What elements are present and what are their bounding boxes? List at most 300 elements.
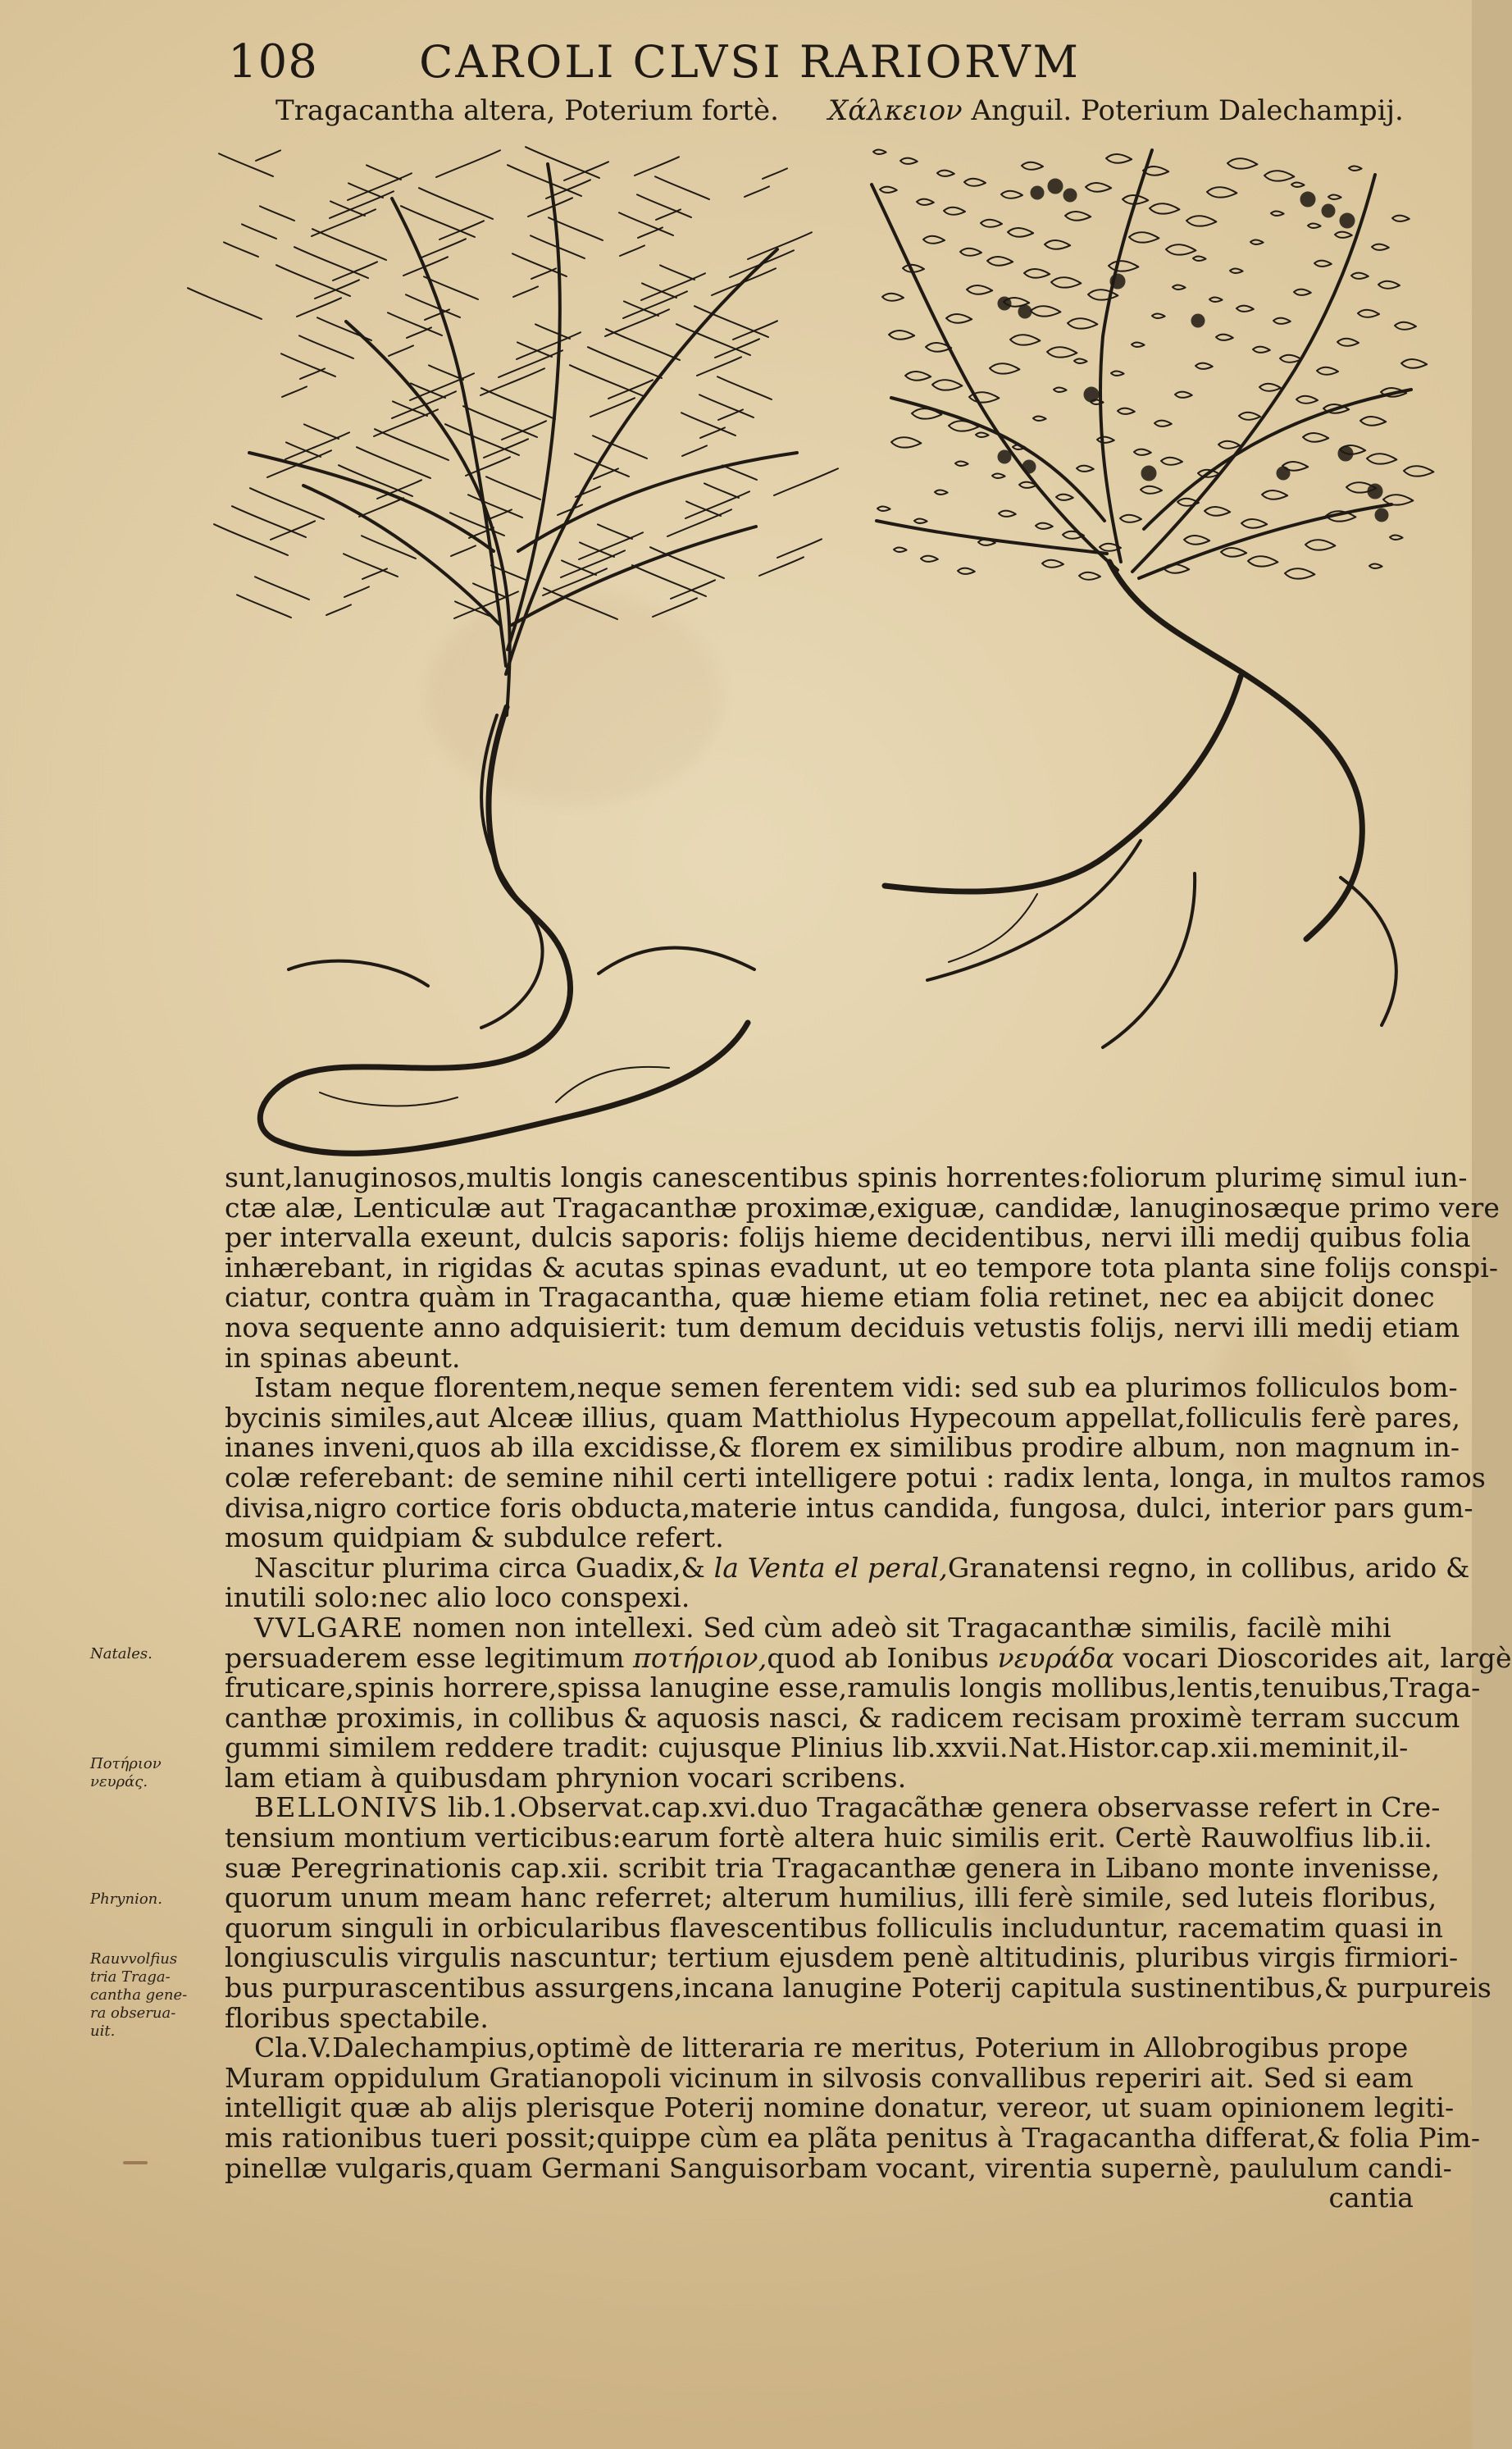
- left-spine: [513, 286, 538, 297]
- right-leaflet: [1280, 355, 1301, 363]
- paragraph-5: [225, 1791, 1492, 2034]
- main-text: [225, 1161, 1512, 2214]
- right-root-branch: [1341, 878, 1396, 1025]
- left-spine: [697, 357, 741, 376]
- right-leaflet: [944, 208, 965, 215]
- right-berry-17: [1277, 467, 1289, 479]
- left-spine: [655, 176, 709, 199]
- text-fragment-smallcaps: VVLGARE: [254, 1611, 404, 1644]
- text-line: pinellæ vulgaris,quam Germani Sanguisorbam vocant, virentia supernè, paululum candi-: [225, 2151, 1452, 2184]
- right-leaflet: [987, 257, 1013, 266]
- right-leaflet: [999, 511, 1016, 517]
- text-fragment-italic: la Venta el peral,: [705, 1551, 948, 1584]
- right-leaflet: [900, 158, 918, 164]
- right-leaflet: [981, 220, 1002, 227]
- left-spine: [317, 317, 371, 340]
- left-spine: [508, 165, 581, 196]
- right-berry-5: [1341, 214, 1354, 227]
- right-berry-3: [1301, 193, 1314, 206]
- right-root-main: [1109, 562, 1362, 939]
- text-fragment: nomen non intellexi. Sed cùm adeò sit Tragacanthæ similis, facilè mihi: [403, 1611, 1391, 1644]
- left-stem-4: [303, 486, 500, 625]
- left-spine: [439, 221, 484, 239]
- left-spine: [715, 339, 759, 358]
- left-spine: [357, 447, 430, 478]
- right-leaflet: [891, 437, 921, 447]
- right-leaflet: [1022, 162, 1043, 170]
- right-leaflet: [1111, 372, 1124, 376]
- text-line: divisa,nigro cortice foris obducta,materie intus candida, fungosa, dulci, interior pars gum-: [225, 1491, 1473, 1524]
- text-line: suæ Peregrinationis cap.xii. scribit tria Tragacanthæ genera in Libano monte invenisse,: [225, 1851, 1441, 1884]
- right-leaflet: [1360, 417, 1386, 426]
- right-leaflet: [917, 199, 934, 205]
- left-spine: [250, 488, 324, 519]
- left-plant-root: [260, 707, 754, 1153]
- text-line: [225, 1551, 1470, 1584]
- left-spine: [237, 595, 291, 618]
- right-leaflet: [1221, 548, 1246, 557]
- right-root-branch: [927, 841, 1141, 980]
- left-spine: [637, 194, 691, 217]
- right-leaflet: [1264, 171, 1294, 180]
- text-line: canthæ proximis, in collibus & aquosis nasci, & radicem recisam proximè terram succum: [225, 1701, 1460, 1734]
- text-line: bus purpurascentibus assurgens,incana lanugine Poterij capitula sustinentibus,& purpureis: [225, 1972, 1492, 2004]
- left-spine: [389, 345, 413, 356]
- right-leaflet: [1175, 392, 1192, 398]
- right-leaflet: [1285, 568, 1314, 578]
- right-berry-7: [1019, 306, 1031, 317]
- right-caption-text: Anguil. Poterium Dalechampij.: [962, 94, 1404, 127]
- right-leaflet: [1404, 466, 1433, 476]
- right-leaflet: [1230, 269, 1243, 273]
- left-spine: [562, 560, 596, 575]
- right-leaflet: [1248, 556, 1277, 566]
- left-spine: [224, 242, 258, 257]
- left-spine: [733, 321, 777, 340]
- right-berry-9: [1192, 315, 1204, 326]
- left-spine: [481, 388, 555, 419]
- right-leaflet: [1068, 318, 1097, 328]
- text-line: tensium montium verticibus:earum fortè altera huic similis erit. Certè Rauwolfius lib.ii.: [225, 1822, 1432, 1854]
- left-spine: [463, 406, 537, 437]
- text-line: ctæ alæ, Lenticulæ aut Tragacanthæ proximæ,exiguæ, candidæ, lanuginosæque primo vere: [225, 1191, 1501, 1224]
- right-leaflet: [1337, 339, 1359, 346]
- text-line: Cla.V.Dalechampius,optimè de litteraria re meritus, Poterium in Allobrogibus prope: [254, 2032, 1409, 2064]
- left-spine: [722, 465, 757, 480]
- text-line: lam etiam à quibusdam phrynion vocari scribens.: [225, 1761, 907, 1794]
- left-spine: [480, 368, 544, 395]
- text-fragment: persuaderem esse legitimum: [225, 1641, 625, 1674]
- right-leaflet: [1047, 347, 1077, 357]
- right-leaflet: [1250, 240, 1264, 244]
- right-leaflet: [937, 171, 954, 176]
- right-leaflet: [1193, 257, 1206, 261]
- text-fragment-greek: ποτήριον,: [624, 1641, 767, 1674]
- left-spine: [499, 350, 562, 377]
- right-leaflet: [1294, 290, 1311, 295]
- right-leaflet: [1118, 408, 1135, 414]
- left-root-branch: [289, 961, 428, 986]
- right-leaflet: [964, 179, 986, 186]
- text-line: cantia: [1328, 2182, 1414, 2214]
- text-line: Muram oppidulum Gratianopoli vicinum in silvosis convallibus reperiri ait. Sed si eam: [225, 2061, 1414, 2094]
- left-stem-6: [249, 453, 494, 551]
- left-spine: [580, 542, 614, 557]
- right-leaflet: [976, 433, 989, 437]
- left-spine: [333, 262, 377, 280]
- text-line: intelligit quæ ab alijs plerisque Poterij nomine donatur, vereor, ut suam opinionem legiti-: [225, 2091, 1455, 2124]
- left-spine: [315, 280, 359, 299]
- right-leaflet: [1241, 519, 1267, 528]
- right-leaflet: [992, 474, 1005, 478]
- left-spine: [232, 506, 306, 537]
- right-leaflet: [1372, 244, 1389, 250]
- right-root-branch: [1103, 873, 1195, 1047]
- left-plant-branches: [188, 147, 838, 715]
- left-spine: [214, 524, 288, 555]
- left-spine: [367, 165, 401, 180]
- right-leaflet: [1150, 203, 1179, 213]
- left-spine: [564, 162, 608, 180]
- left-spine: [699, 394, 754, 417]
- paragraph-2: [225, 1371, 1486, 1554]
- right-leaflet: [1236, 306, 1254, 312]
- paragraph-6: [225, 2032, 1481, 2214]
- left-spine: [763, 168, 787, 179]
- right-leaflet: [1086, 183, 1111, 192]
- right-leaflet: [1161, 458, 1182, 465]
- left-spine: [777, 539, 822, 558]
- right-leaflet: [1218, 441, 1240, 449]
- right-leaflet: [1273, 318, 1291, 324]
- margin-note-natales: Natales.: [90, 1645, 153, 1662]
- left-spine: [502, 421, 546, 440]
- text-line: floribus spectabile.: [225, 2001, 490, 2034]
- left-plant-illustration: [223, 141, 810, 1169]
- right-berry-13: [1085, 388, 1098, 401]
- text-fragment: quod ab Ionibus: [767, 1641, 989, 1674]
- right-leaflet: [1303, 433, 1328, 442]
- right-stem-2: [1132, 175, 1375, 572]
- right-leaflet: [1395, 322, 1416, 330]
- left-spine: [682, 445, 707, 456]
- right-berry-10: [1339, 447, 1352, 460]
- left-spine: [671, 580, 715, 599]
- left-root-main: [260, 707, 748, 1153]
- left-spine: [375, 429, 449, 460]
- left-spine: [717, 376, 772, 399]
- right-leaflet: [960, 249, 981, 256]
- right-leaflet: [1227, 158, 1257, 168]
- right-leaflet: [1013, 445, 1026, 449]
- right-leaflet: [1054, 388, 1067, 392]
- right-berry-2: [1064, 189, 1076, 201]
- right-leaflet: [958, 568, 975, 574]
- left-root-branch: [599, 948, 754, 974]
- right-berry-4: [1323, 205, 1334, 217]
- left-stem-2: [392, 198, 506, 666]
- right-berry-6: [999, 298, 1010, 309]
- left-spine: [473, 583, 508, 598]
- left-spine: [362, 536, 416, 559]
- running-head: [228, 35, 1433, 89]
- text-line: ciatur, contra quàm in Tragacantha, quæ hieme etiam folia retinet, nec ea abijcit donec: [225, 1281, 1435, 1314]
- text-line: [225, 1791, 1441, 1824]
- right-leaflet: [1129, 232, 1159, 242]
- right-leaflet: [1079, 572, 1100, 580]
- right-leaflet: [1216, 335, 1233, 340]
- left-spine: [260, 206, 294, 221]
- right-leaflet: [955, 462, 968, 466]
- right-leaflet: [1065, 212, 1091, 221]
- right-leaflet: [1154, 421, 1172, 426]
- right-leaflet: [1378, 281, 1400, 289]
- right-leaflet: [1335, 232, 1352, 238]
- right-leaflet: [990, 363, 1019, 373]
- right-leaflet: [967, 285, 992, 294]
- text-fragment: Granatensi regno, in collibus, arido &: [947, 1551, 1470, 1584]
- right-leaflet: [1392, 216, 1410, 221]
- right-leaflet: [1209, 298, 1223, 302]
- left-spine: [642, 283, 676, 298]
- margin-mark: [123, 2161, 148, 2164]
- right-stem-1: [1100, 150, 1152, 562]
- right-leaflet: [1253, 347, 1270, 353]
- left-spine: [605, 309, 669, 336]
- right-leaflet: [1390, 536, 1403, 540]
- right-leaflet: [889, 331, 914, 340]
- right-leaflet: [1074, 359, 1087, 363]
- left-spine: [374, 409, 438, 436]
- right-leaflet: [877, 507, 890, 511]
- left-spine: [526, 147, 599, 178]
- left-spine: [348, 183, 383, 198]
- left-spine: [256, 150, 280, 161]
- text-line: sunt,lanuginosos,multis longis canescentibus spinis horrentes:foliorum plurimę simul iun-: [225, 1161, 1468, 1193]
- left-spine: [635, 157, 679, 176]
- left-spine: [660, 265, 695, 280]
- left-spine: [286, 442, 321, 457]
- text-fragment: Nascitur plurima circa Guadix,&: [254, 1551, 706, 1584]
- left-spine: [377, 480, 421, 499]
- left-spine: [393, 401, 427, 416]
- right-berry-11: [1369, 485, 1382, 498]
- right-leaflet: [914, 519, 927, 523]
- right-leaflet: [1367, 454, 1396, 463]
- right-leaflet: [1097, 437, 1114, 443]
- left-spine: [468, 495, 522, 518]
- right-leaflet: [905, 372, 931, 381]
- left-root-hair: [556, 1067, 669, 1102]
- right-leaflet: [1024, 269, 1050, 278]
- right-leaflet: [1195, 363, 1213, 369]
- right-leaflet: [882, 294, 904, 301]
- left-spine: [401, 206, 475, 237]
- text-line: [225, 1641, 1512, 1674]
- right-stem-0: [872, 185, 1118, 570]
- left-spine: [588, 347, 662, 378]
- text-line: in spinas abeunt.: [225, 1341, 461, 1374]
- right-leaflet: [1401, 359, 1427, 368]
- left-spine: [517, 342, 552, 357]
- margin-note-phrynion: Phrynion.: [90, 1890, 162, 1908]
- left-spine: [624, 301, 658, 316]
- left-spine: [330, 201, 365, 216]
- right-leaflet: [1120, 515, 1141, 522]
- text-line: longiusculis virgulis nascuntur; tertium ejusdem penè altitudinis, pluribus virgis firmiori-: [225, 1941, 1459, 1974]
- left-spine: [276, 265, 350, 296]
- left-spine: [590, 398, 635, 417]
- right-berry-16: [1142, 467, 1155, 480]
- left-spine: [484, 439, 528, 458]
- right-leaflet: [1045, 240, 1070, 249]
- left-spine: [299, 335, 353, 358]
- right-leaflet: [1314, 261, 1332, 267]
- right-leaflet: [1291, 183, 1305, 187]
- right-leaflet: [969, 392, 999, 402]
- right-leaflet: [1152, 314, 1165, 318]
- text-line: per intervalla exeunt, dulcis saporis: folijs hieme decidentibus, nervi illi medij quibus folia: [225, 1221, 1471, 1254]
- text-line: quorum singuli in orbicularibus flavescentibus folliculis includuntur, racematim quasi in: [225, 1911, 1444, 1944]
- right-leaflet: [1308, 224, 1321, 228]
- left-spine: [486, 477, 540, 499]
- right-leaflet: [921, 556, 938, 562]
- right-leaflet: [1010, 335, 1040, 344]
- right-berry-12: [1376, 509, 1387, 521]
- folio-number: 108: [228, 35, 318, 89]
- text-line: bycinis similes,aut Alceæ illius, quam Matthiolus Hypecoum appellat,folliculis ferè pares,: [225, 1401, 1461, 1434]
- text-line: inutili solo:nec alio loco conspexi.: [225, 1581, 690, 1614]
- left-spine: [528, 198, 572, 217]
- left-spine: [712, 268, 776, 295]
- right-leaflet: [1271, 212, 1284, 216]
- right-leaflet: [1164, 564, 1189, 573]
- text-line: gummi similem reddere tradit: cujusque Plinius lib.xxvii.Nat.Histor.cap.xii.meminit,il-: [225, 1731, 1409, 1764]
- text-fragment: vocari Dioscorides ait, largè: [1114, 1641, 1512, 1674]
- right-leaflet: [1056, 495, 1073, 500]
- right-leaflet: [1207, 187, 1236, 197]
- right-leaflet: [1088, 290, 1118, 299]
- left-spine: [704, 483, 739, 498]
- left-spine: [620, 245, 644, 256]
- right-leaflet: [1036, 523, 1053, 529]
- right-leaflet: [946, 314, 972, 323]
- right-berry-0: [1032, 187, 1043, 198]
- text-line: inhærebant, in rigidas & acutas spinas evadunt, ut eo tempore tota planta sine folijs conspi-: [225, 1251, 1499, 1284]
- text-fragment-greek: νευράδα: [989, 1641, 1114, 1674]
- text-line: [225, 1613, 1414, 1644]
- left-spine: [188, 288, 262, 319]
- left-spine: [593, 436, 647, 458]
- paragraph-1: [225, 1161, 1501, 1374]
- right-leaflet: [1239, 413, 1260, 420]
- left-spine: [271, 521, 315, 540]
- right-root-hair: [949, 894, 1037, 962]
- right-leaflet: [1106, 154, 1132, 163]
- right-leaflet: [1259, 384, 1281, 391]
- right-leaflet: [1109, 261, 1138, 271]
- text-line: mosum quidpiam & subdulce refert.: [225, 1521, 724, 1554]
- right-plant-illustration: [857, 135, 1424, 1050]
- text-line: fruticare,spinis horrere,spissa lanugine esse,ramulis longis mollibus,lentis,tenuibus,Traga-: [225, 1671, 1481, 1704]
- right-leaflet: [1008, 228, 1033, 237]
- right-leaflet: [1349, 166, 1362, 171]
- left-spine: [282, 386, 307, 397]
- right-caption-greek: Χάλκειον: [828, 94, 963, 127]
- text-line: nova sequente anno adquisierit: tum demum deciduis vetustis folijs, nervi illi medij etiam: [225, 1311, 1460, 1343]
- left-spine: [242, 224, 276, 239]
- left-spine: [436, 150, 500, 177]
- right-leaflet: [1132, 343, 1145, 347]
- text-fragment-smallcaps: BELLONIVS: [254, 1791, 439, 1824]
- right-leaflet: [894, 548, 907, 552]
- right-leaflet: [1317, 367, 1338, 375]
- left-spine: [598, 524, 632, 539]
- right-leaflet: [1184, 536, 1209, 545]
- right-leaflet: [1051, 277, 1081, 287]
- right-leaflet: [1358, 310, 1379, 317]
- text-line: quorum unum meam hanc referret; alterum humilius, illi ferè simile, sed luteis floribus,: [225, 1881, 1437, 1914]
- right-stem-6: [891, 398, 1104, 521]
- left-spine: [451, 545, 476, 556]
- left-spine: [730, 250, 794, 277]
- left-spine: [326, 604, 351, 615]
- left-spine: [312, 229, 386, 260]
- right-leaflet: [1369, 564, 1382, 568]
- left-spine: [535, 324, 570, 339]
- text-fragment: lib.1.Observat.cap.xvi.duo Tragacãthæ genera observasse refert in Cre-: [439, 1791, 1441, 1824]
- right-plant-root: [885, 562, 1396, 1047]
- right-leaflet: [1042, 560, 1063, 568]
- paragraph-4: [225, 1611, 1512, 1794]
- right-berry-1: [1049, 180, 1062, 193]
- right-root-branch: [885, 677, 1241, 892]
- left-spine: [491, 565, 526, 580]
- left-spine: [774, 468, 838, 495]
- right-leaflet: [1351, 273, 1369, 279]
- margin-note-rauwolfius: Rauvvolfius tria Traga- cantha gene- ra obserua- uit.: [90, 1950, 188, 2040]
- right-leaflet: [1166, 244, 1195, 254]
- right-leaflet: [1296, 396, 1318, 404]
- right-leaflet: [880, 187, 897, 193]
- text-line: mis rationibus tueri possit;quippe cùm ea plãta penitus à Tragacantha differat,& folia Pim-: [225, 2122, 1481, 2154]
- left-spine: [359, 498, 403, 517]
- left-spine: [570, 365, 644, 396]
- left-spine: [344, 554, 398, 577]
- right-leaflet: [1173, 285, 1186, 290]
- left-spine: [686, 501, 721, 516]
- text-line: inanes inveni,quos ab illa excidisse,& florem ex similibus prodire album, non magnum in-: [225, 1431, 1460, 1464]
- paragraph-3: [225, 1551, 1470, 1614]
- right-leaflet: [1077, 466, 1094, 472]
- right-leaflet: [935, 490, 948, 495]
- left-caption-text: Tragacantha altera, Poterium fortè.: [276, 94, 779, 127]
- left-spine: [421, 239, 466, 258]
- text-line: Istam neque florentem,neque semen ferentem vidi: sed sub ea plurimos folliculos bom-: [254, 1371, 1458, 1404]
- left-spine: [297, 298, 341, 317]
- left-spine: [667, 509, 731, 536]
- right-leaflet: [1001, 191, 1022, 198]
- right-leaflet: [1205, 507, 1230, 516]
- left-spine: [576, 486, 600, 497]
- right-leaflet: [1134, 449, 1151, 455]
- right-leaflet: [1262, 490, 1287, 499]
- left-spine: [632, 565, 706, 596]
- left-spine: [344, 586, 369, 597]
- left-spine: [406, 294, 460, 317]
- left-figure-caption: [276, 94, 779, 127]
- left-spine: [304, 424, 339, 439]
